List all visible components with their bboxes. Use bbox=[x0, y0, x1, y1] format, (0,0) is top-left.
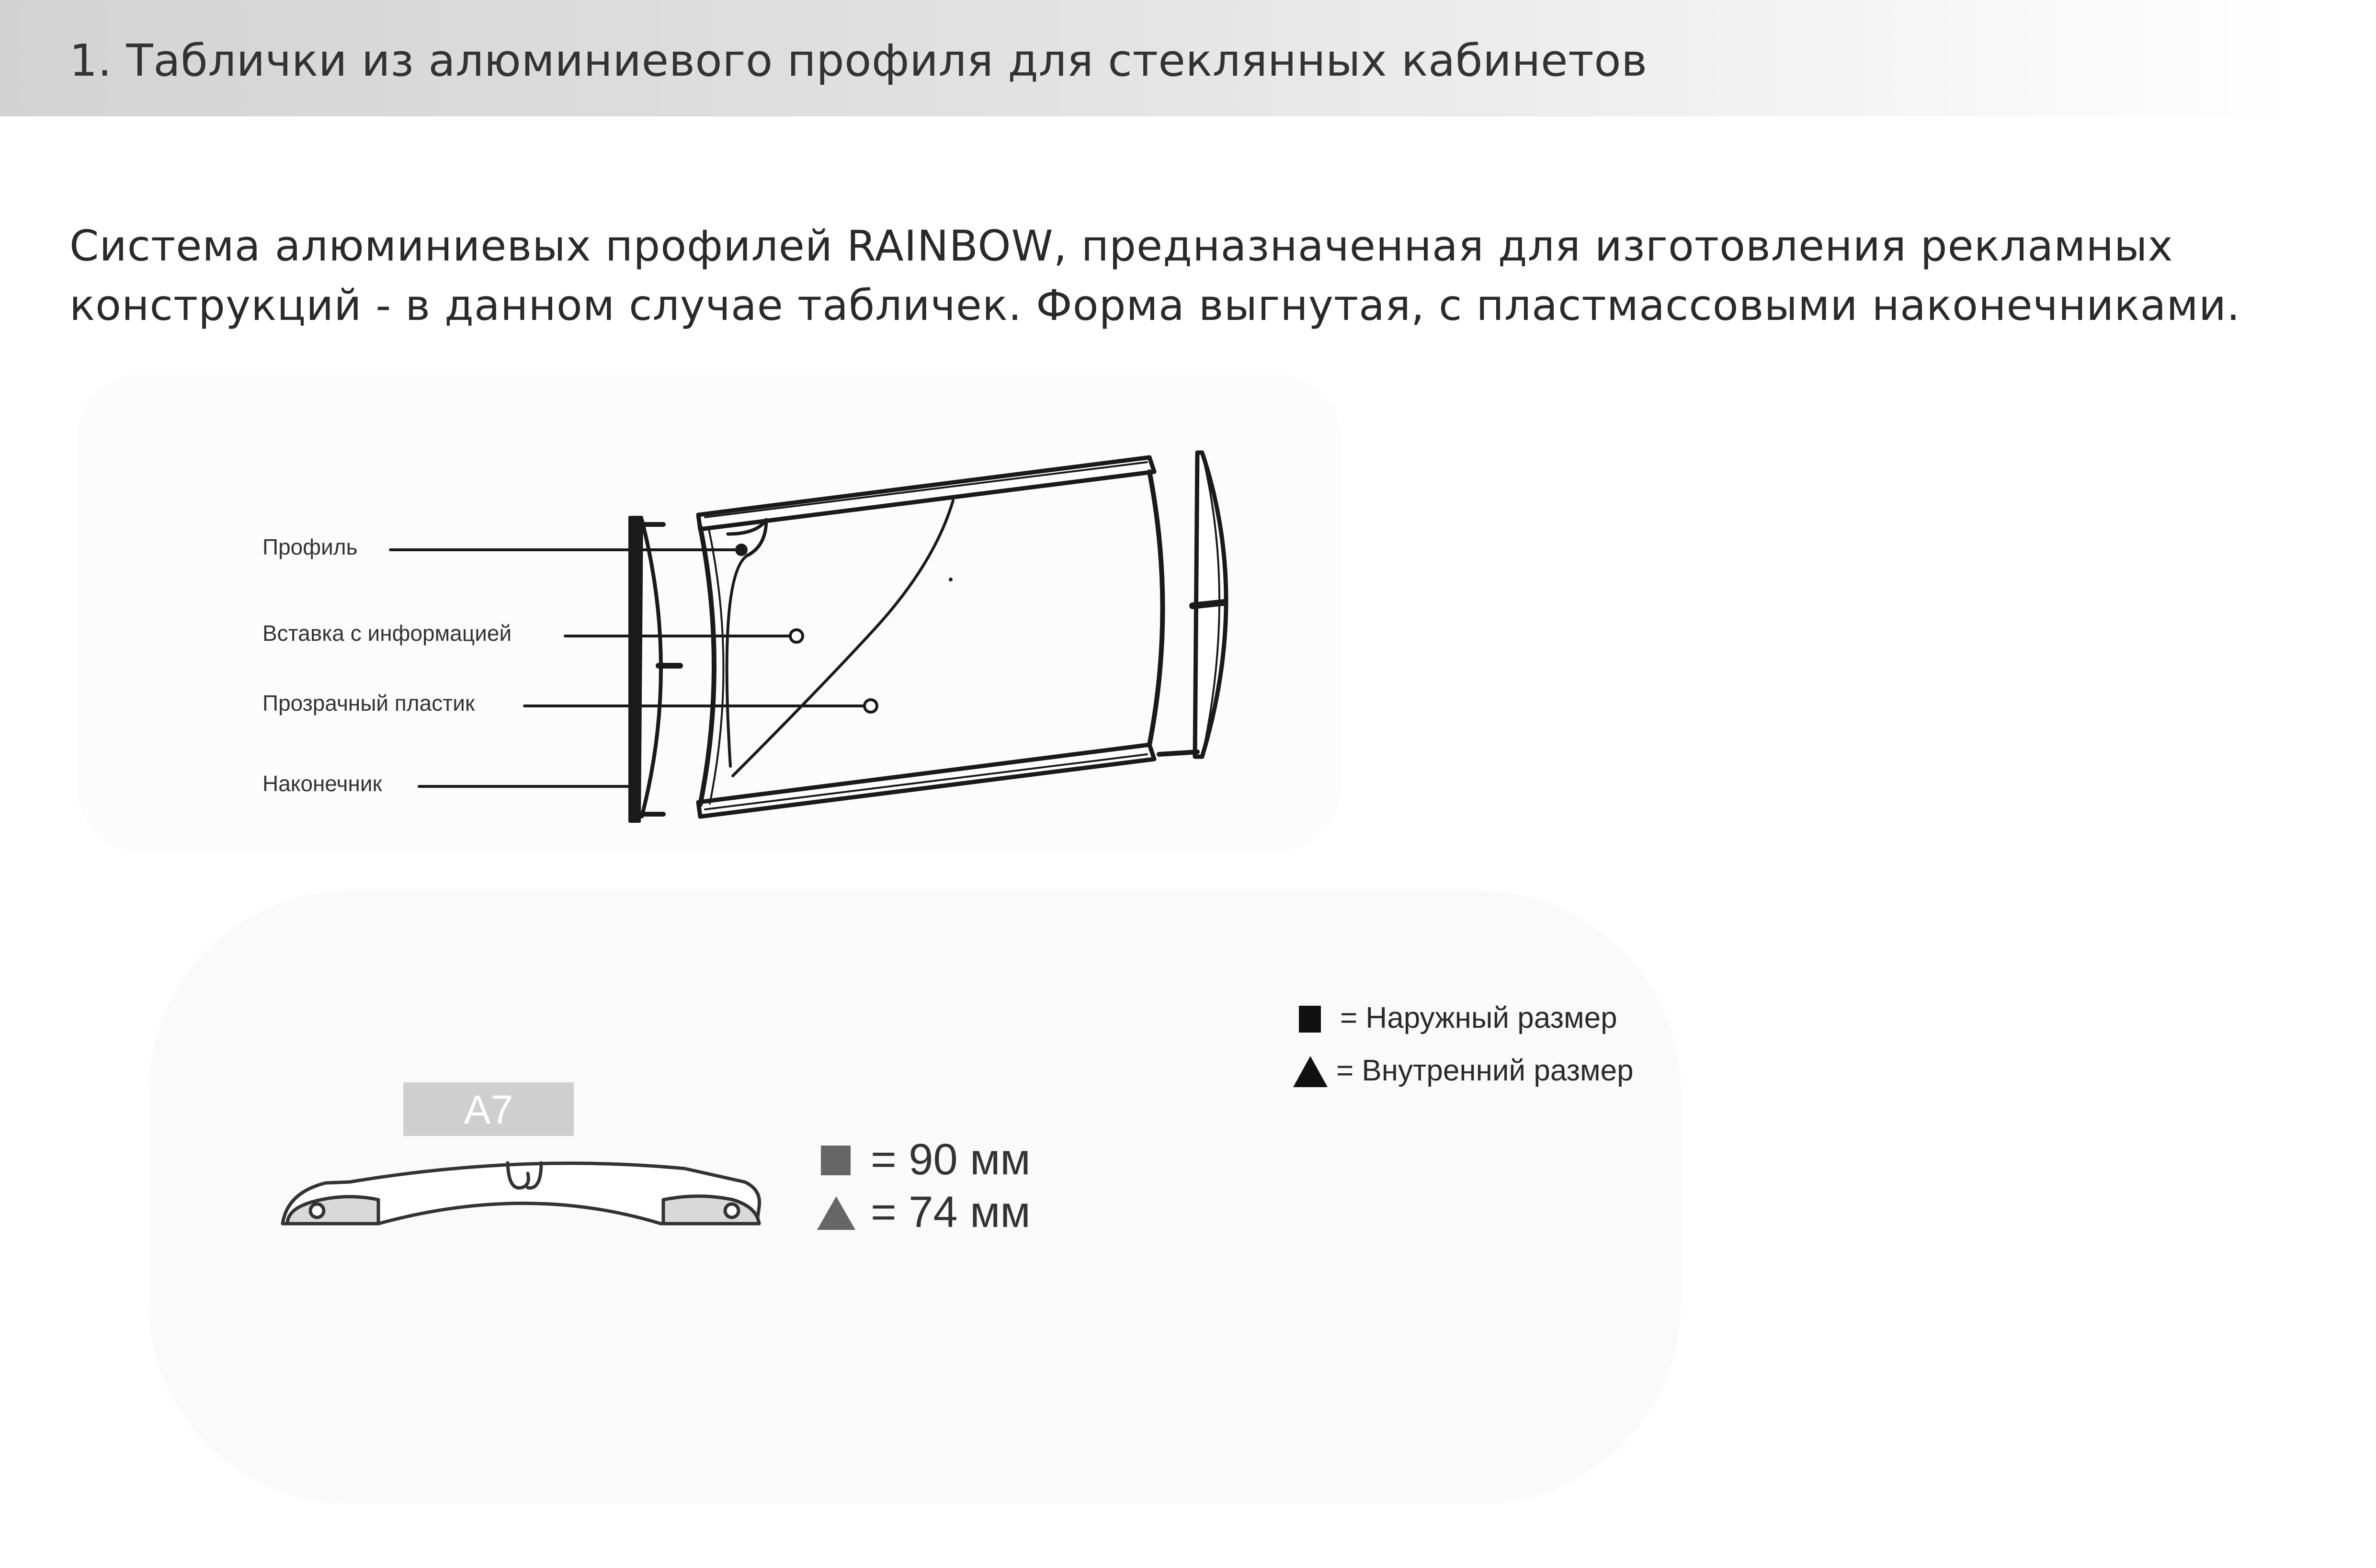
profile-left-hole bbox=[310, 1204, 324, 1217]
leader-dot-profile bbox=[735, 544, 748, 556]
right-endcap-peg bbox=[1193, 602, 1224, 606]
page-title: 1. Таблички из алюминиевого профиля для стеклянных кабинетов bbox=[69, 35, 1648, 86]
label-endcap: Наконечник bbox=[262, 771, 382, 796]
leader-dot-insert bbox=[790, 630, 803, 642]
outer-size-square-icon bbox=[1299, 1006, 1321, 1033]
left-endcap bbox=[630, 517, 642, 821]
intro-line-1: Система алюминиевых профилей RAINBOW, предназначенная для изготовления рекламных bbox=[69, 221, 2173, 271]
legend-inner-size: = Внутренний размер bbox=[1336, 1054, 1634, 1087]
label-insert: Вставка с информацией bbox=[262, 621, 512, 646]
profile-inner-dimension: = 74 мм bbox=[871, 1188, 1031, 1237]
legend-outer-size: = Наружный размер bbox=[1340, 1001, 1617, 1034]
intro-line-2: конструкций - в данном случае табличек. Форма выгнутая, с пластмассовыми наконечниками. bbox=[69, 281, 2240, 330]
profile-code: A7 bbox=[464, 1087, 513, 1132]
right-endcap-pin bbox=[1159, 752, 1197, 754]
label-profile: Профиль bbox=[262, 534, 358, 559]
profile-right-hole bbox=[725, 1204, 739, 1217]
label-plastic: Прозрачный пластик bbox=[262, 691, 475, 716]
surface-mark bbox=[949, 578, 953, 581]
profile-outer-dimension: = 90 мм bbox=[871, 1135, 1031, 1184]
outer-size-square-icon-a7 bbox=[821, 1146, 851, 1175]
leader-dot-plastic bbox=[864, 700, 877, 712]
